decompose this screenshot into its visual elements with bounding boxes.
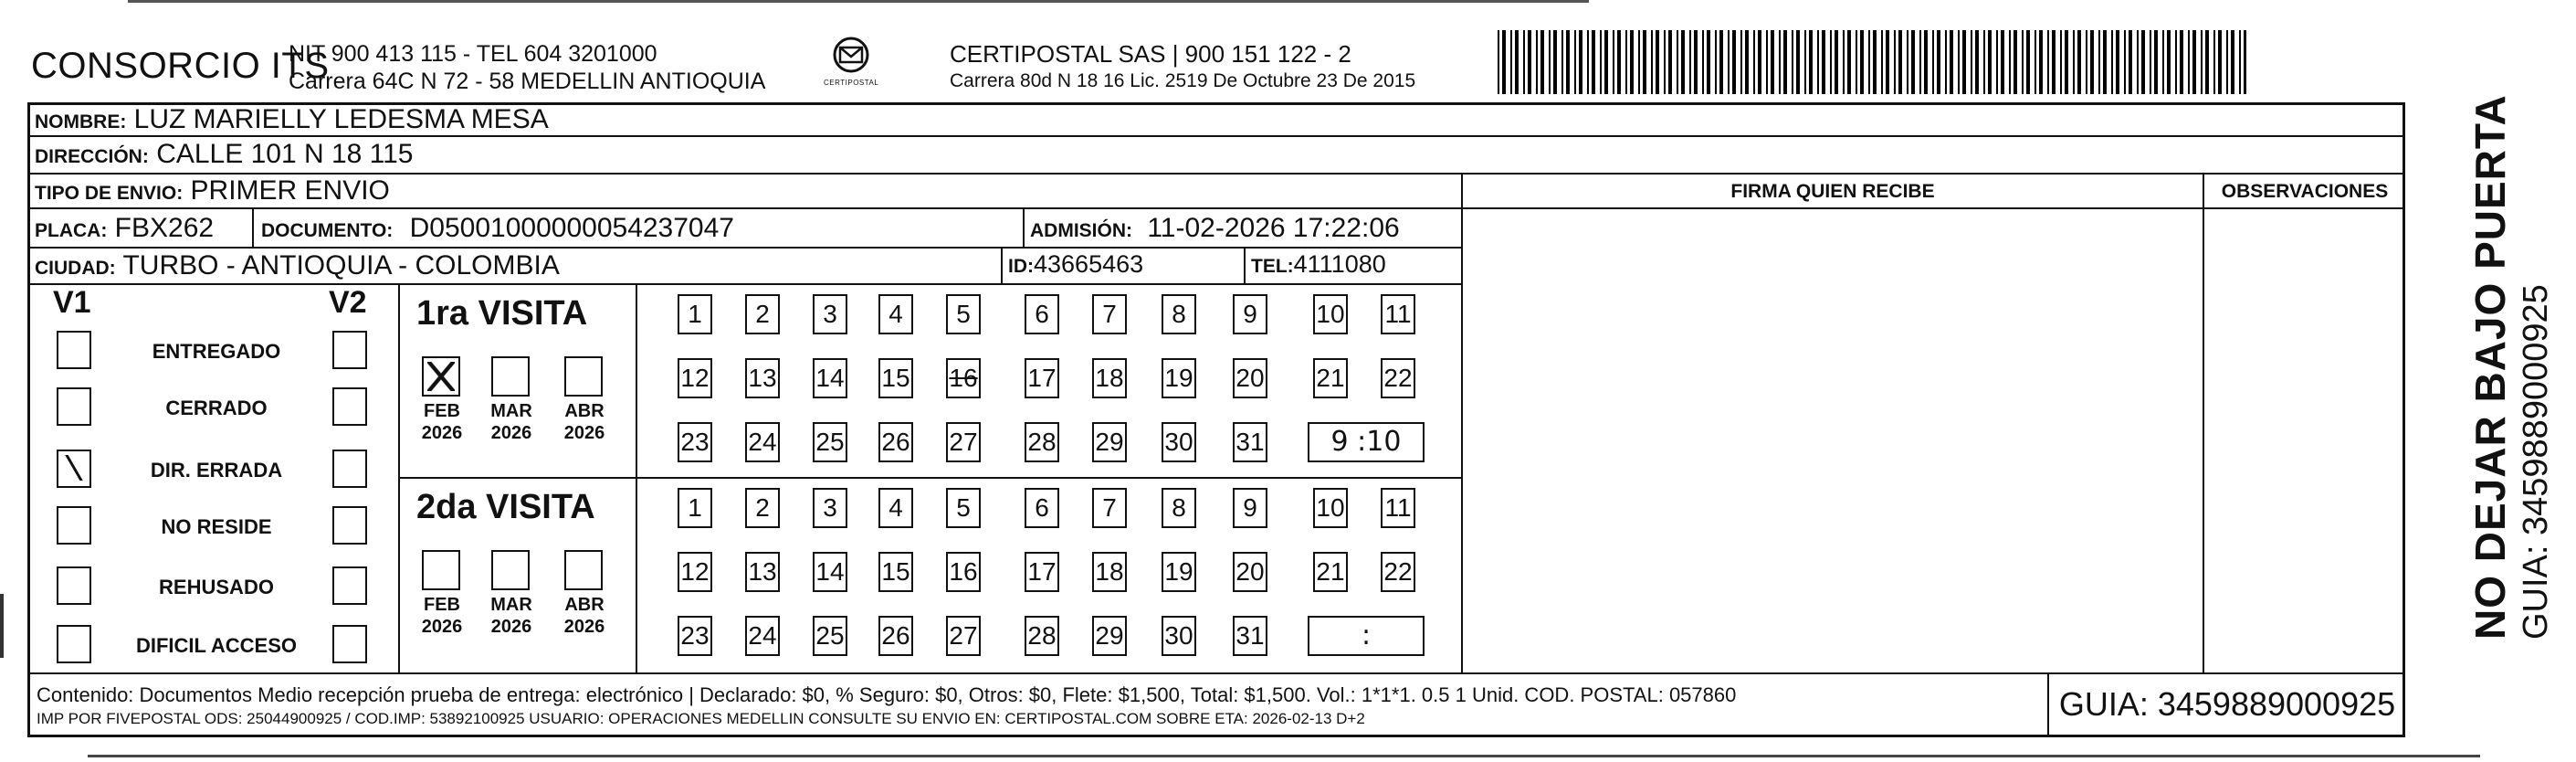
month-label <box>413 400 471 444</box>
status-divider <box>398 283 400 673</box>
row-divider <box>27 207 2405 209</box>
barcode-bar <box>1536 30 1538 94</box>
day-box[interactable]: 10 <box>1313 294 1348 334</box>
barcode-bar <box>1817 30 1819 94</box>
day-box[interactable]: 19 <box>1162 552 1196 592</box>
side-guia: GUIA: 3459889000925 <box>2517 284 2555 640</box>
day-box[interactable]: 2 <box>745 294 780 334</box>
month-label <box>482 594 541 638</box>
barcode-bar <box>2060 30 2062 94</box>
carrier-info <box>950 40 1415 95</box>
month-year: 2026 <box>490 617 532 637</box>
barcode-bar <box>1702 30 1704 94</box>
barcode-bar <box>1779 30 1781 94</box>
month-name: FEB <box>424 595 460 615</box>
barcode-bar <box>2047 30 2049 94</box>
barcode-bar <box>2098 30 2100 94</box>
barcode-bar <box>2244 30 2246 94</box>
month-year: 2026 <box>421 423 463 443</box>
direccion-label: DIRECCIÓN: <box>35 146 149 167</box>
v1-checkbox[interactable] <box>57 331 91 369</box>
visit-divider <box>398 477 1463 479</box>
carrier-address: Carrera 80d N 18 16 Lic. 2519 De Octubre 23 De 2015 <box>950 70 1416 91</box>
visit-time[interactable]: 9 :10 <box>1308 422 1425 462</box>
v1-header: V1 <box>53 285 91 320</box>
scan-edge-mark <box>0 594 4 658</box>
nombre-field <box>35 104 549 135</box>
v1-checkbox[interactable] <box>57 625 91 663</box>
day-box[interactable]: 20 <box>1233 552 1267 592</box>
barcode-bar <box>1766 30 1768 94</box>
day-box[interactable]: 5 <box>946 488 981 528</box>
barcode-bar <box>2180 30 2183 94</box>
day-box[interactable]: 1 <box>678 294 712 334</box>
barcode-bar <box>2239 30 2241 94</box>
v1-checkbox[interactable] <box>57 450 91 488</box>
barcode-bar <box>1873 30 1877 94</box>
day-box[interactable]: 15 <box>878 552 913 592</box>
barcode-bar <box>1592 30 1595 94</box>
barcode-bar <box>1566 30 1570 94</box>
barcode-bar <box>1579 30 1582 94</box>
barcode-bar <box>2001 30 2004 94</box>
day-box[interactable]: 28 <box>1025 616 1059 656</box>
day-box[interactable]: 17 <box>1025 552 1059 592</box>
day-box[interactable]: 24 <box>745 616 780 656</box>
barcode-bar <box>1753 30 1755 94</box>
day-box[interactable]: 30 <box>1162 422 1196 462</box>
day-box[interactable]: 17 <box>1025 358 1059 398</box>
v2-checkbox[interactable] <box>332 506 367 545</box>
barcode-bar <box>2175 30 2177 94</box>
barcode-bar <box>1783 30 1787 94</box>
day-box[interactable]: 14 <box>813 358 847 398</box>
barcode-bar <box>1528 30 1531 94</box>
row-divider <box>27 247 1463 249</box>
barcode-bar <box>1740 30 1742 94</box>
month-label <box>555 400 614 444</box>
observaciones-column-header: OBSERVACIONES <box>2221 181 2389 202</box>
barcode-bar <box>1613 30 1614 94</box>
barcode-bar <box>1950 30 1953 94</box>
barcode-bar <box>1958 30 1960 94</box>
day-box[interactable]: 12 <box>678 358 712 398</box>
month-checkbox[interactable] <box>422 356 460 397</box>
day-box[interactable]: 29 <box>1092 616 1127 656</box>
month-year: 2026 <box>563 423 605 443</box>
barcode-bar <box>1715 30 1717 94</box>
barcode-bar <box>2035 30 2036 94</box>
barcode-bar <box>1549 30 1551 94</box>
visit-time[interactable]: : <box>1308 616 1425 656</box>
barcode-bar <box>1809 30 1813 94</box>
tipo-value: PRIMER ENVIO <box>190 175 390 206</box>
company-info <box>289 40 765 95</box>
day-box[interactable]: 6 <box>1025 488 1059 528</box>
barcode-bar <box>2013 30 2017 94</box>
barcode-bar <box>1830 30 1832 94</box>
barcode-bar <box>1587 30 1589 94</box>
barcode-bar <box>1856 30 1857 94</box>
barcode-bar <box>2192 30 2196 94</box>
status-label: DIFICIL ACCESO <box>135 634 297 657</box>
day-box[interactable]: 8 <box>1162 488 1196 528</box>
month-checkbox[interactable] <box>422 550 460 590</box>
day-box[interactable]: 10 <box>1313 488 1348 528</box>
barcode <box>1498 30 2246 94</box>
barcode-bar <box>2154 30 2158 94</box>
barcode-bar <box>1745 30 1749 94</box>
barcode-bar <box>1638 30 1640 94</box>
admision-value: 11-02-2026 17:22:06 <box>1147 213 1400 243</box>
barcode-bar <box>1664 30 1666 94</box>
day-box[interactable]: 7 <box>1092 294 1127 334</box>
month-label <box>413 594 471 638</box>
day-box[interactable]: 20 <box>1233 358 1267 398</box>
bottom-edge-line <box>88 755 2480 757</box>
day-box[interactable]: 4 <box>878 488 913 528</box>
barcode-bar <box>1988 30 1992 94</box>
barcode-bar <box>1651 30 1653 94</box>
month-label <box>555 594 614 638</box>
day-box[interactable]: 22 <box>1381 552 1415 592</box>
day-box[interactable]: 3 <box>813 294 847 334</box>
barcode-bar <box>1868 30 1870 94</box>
documento-field <box>261 213 734 244</box>
nit-line: NIT 900 413 115 - TEL 604 3201000 <box>289 41 657 67</box>
month-checkbox[interactable] <box>564 550 603 590</box>
barcode-bar <box>2009 30 2011 94</box>
barcode-bar <box>1732 30 1736 94</box>
month-name: FEB <box>424 401 460 421</box>
day-box[interactable]: 15 <box>878 358 913 398</box>
barcode-bar <box>1515 30 1519 94</box>
day-box[interactable]: 9 <box>1233 488 1267 528</box>
barcode-bar <box>1924 30 1928 94</box>
v2-checkbox[interactable] <box>332 331 367 369</box>
barcode-bar <box>2150 30 2151 94</box>
day-box[interactable]: 31 <box>1233 422 1267 462</box>
ciudad-value: TURBO - ANTIOQUIA - COLOMBIA <box>122 250 560 280</box>
carrier-line: CERTIPOSTAL SAS | 900 151 122 - 2 <box>950 40 1351 68</box>
status-label: DIR. ERRADA <box>150 459 283 482</box>
barcode-bar <box>2026 30 2030 94</box>
barcode-bar <box>1898 30 1902 94</box>
admision-label: ADMISIÓN: <box>1030 220 1132 241</box>
month-year: 2026 <box>563 617 605 637</box>
barcode-bar <box>2137 30 2139 94</box>
barcode-bar <box>2213 30 2215 94</box>
row-divider <box>27 173 2405 175</box>
month-name: ABR <box>564 401 605 421</box>
day-box[interactable]: 16 <box>946 358 981 398</box>
day-box[interactable]: 26 <box>878 616 913 656</box>
day-box[interactable]: 3 <box>813 488 847 528</box>
certipostal-logo <box>824 35 878 99</box>
barcode-bar <box>1625 30 1627 94</box>
barcode-bar <box>1847 30 1851 94</box>
barcode-bar <box>2052 30 2056 94</box>
day-box[interactable]: 11 <box>1381 488 1415 528</box>
month-name: ABR <box>564 595 605 615</box>
day-box[interactable]: 23 <box>678 616 712 656</box>
barcode-bar <box>1681 30 1685 94</box>
barcode-bar <box>2111 30 2113 94</box>
day-box[interactable]: 11 <box>1381 294 1415 334</box>
barcode-bar <box>1796 30 1800 94</box>
status-label: REHUSADO <box>159 576 274 598</box>
tel-value: 4111080 <box>1293 250 1386 278</box>
barcode-bar <box>1668 30 1672 94</box>
v2-checkbox[interactable] <box>332 450 367 488</box>
barcode-bar <box>1617 30 1621 94</box>
day-box[interactable]: 18 <box>1092 358 1127 398</box>
barcode-bar <box>1881 30 1883 94</box>
barcode-graphic <box>1498 30 2246 94</box>
day-box[interactable]: 6 <box>1025 294 1059 334</box>
placa-value: FBX262 <box>114 213 215 243</box>
barcode-bar <box>2162 30 2164 94</box>
tel-field <box>1251 250 1386 279</box>
barcode-bar <box>1574 30 1576 94</box>
barcode-bar <box>1630 30 1634 94</box>
guia-number: GUIA: 3459889000925 <box>2047 672 2405 737</box>
placa-field <box>35 213 214 244</box>
firma-column-header: FIRMA QUIEN RECIBE <box>1730 181 1935 202</box>
barcode-bar <box>2116 30 2119 94</box>
barcode-bar <box>1983 30 1985 94</box>
envelope-icon <box>824 35 878 77</box>
day-box[interactable]: 13 <box>745 358 780 398</box>
barcode-bar <box>1728 30 1730 94</box>
barcode-bar <box>1510 30 1512 94</box>
cell-divider <box>1001 247 1003 284</box>
barcode-bar <box>1843 30 1845 94</box>
day-box[interactable]: 16 <box>946 552 981 592</box>
nombre-label: NOMBRE: <box>35 111 127 132</box>
row-divider <box>27 283 1463 285</box>
barcode-bar <box>1919 30 1921 94</box>
cell-divider <box>1244 247 1246 284</box>
v2-checkbox[interactable] <box>332 387 367 426</box>
barcode-bar <box>2188 30 2190 94</box>
day-box[interactable]: 22 <box>1381 358 1415 398</box>
status-label: ENTREGADO <box>152 340 281 363</box>
barcode-bar <box>1758 30 1761 94</box>
barcode-bar <box>1945 30 1947 94</box>
barcode-bar <box>1719 30 1723 94</box>
barcode-bar <box>1822 30 1825 94</box>
content-summary: Contenido: Documentos Medio recepción prueba de entrega: electrónico | Declarado: $0, % Seguro: $0, Otros: $0, Flete: $1,500, Total: $1,500. Vol.: 1*1*1. 0.5 1 Unid. COD. POSTAL: 057860 <box>37 683 1737 706</box>
v2-header: V2 <box>329 285 367 320</box>
day-box[interactable]: 21 <box>1313 358 1348 398</box>
day-box[interactable]: 19 <box>1162 358 1196 398</box>
barcode-bar <box>1937 30 1940 94</box>
month-checkbox[interactable] <box>491 550 530 590</box>
nombre-value: LUZ MARIELLY LEDESMA MESA <box>133 104 549 134</box>
admision-field <box>1030 213 1400 244</box>
barcode-bar <box>2231 30 2234 94</box>
top-edge-line <box>128 0 1589 3</box>
tipo-field <box>35 175 390 206</box>
day-box[interactable]: 4 <box>878 294 913 334</box>
barcode-bar <box>1894 30 1896 94</box>
barcode-bar <box>1835 30 1838 94</box>
v2-checkbox[interactable] <box>332 625 367 663</box>
barcode-bar <box>1907 30 1908 94</box>
barcode-bar <box>1804 30 1806 94</box>
barcode-bar <box>1498 30 1499 94</box>
cell-divider <box>1023 207 1025 248</box>
side-label <box>2466 94 2556 640</box>
direccion-value: CALLE 101 N 18 115 <box>156 139 414 169</box>
barcode-bar <box>2218 30 2222 94</box>
day-box[interactable]: 12 <box>678 552 712 592</box>
barcode-bar <box>1962 30 1966 94</box>
month-name: MAR <box>490 401 532 421</box>
barcode-bar <box>1932 30 1934 94</box>
day-box[interactable]: 23 <box>678 422 712 462</box>
day-box[interactable]: 18 <box>1092 552 1127 592</box>
id-value: 43665463 <box>1034 250 1144 278</box>
barcode-bar <box>1996 30 1998 94</box>
day-box[interactable]: 28 <box>1025 422 1059 462</box>
barcode-bar <box>1677 30 1678 94</box>
barcode-bar <box>1886 30 1889 94</box>
barcode-bar <box>1561 30 1563 94</box>
barcode-bar <box>1771 30 1774 94</box>
day-box[interactable]: 8 <box>1162 294 1196 334</box>
day-box[interactable]: 7 <box>1092 488 1127 528</box>
barcode-bar <box>2090 30 2094 94</box>
month-checkbox[interactable] <box>564 356 603 397</box>
visit-title: 1ra VISITA <box>416 294 588 333</box>
status-label: CERRADO <box>165 397 268 419</box>
address-line: Carrera 64C N 72 - 58 MEDELLIN ANTIOQUIA <box>289 69 766 94</box>
day-box[interactable]: 9 <box>1233 294 1267 334</box>
barcode-bar <box>1707 30 1710 94</box>
col-divider <box>2203 173 2204 673</box>
barcode-bar <box>2086 30 2087 94</box>
direccion-field <box>35 139 414 170</box>
barcode-bar <box>2141 30 2145 94</box>
barcode-bar <box>2167 30 2171 94</box>
barcode-bar <box>2226 30 2228 94</box>
ciudad-field <box>35 250 560 281</box>
barcode-bar <box>1553 30 1557 94</box>
barcode-bar <box>1540 30 1544 94</box>
barcode-bar <box>1523 30 1525 94</box>
barcode-bar <box>2103 30 2107 94</box>
tipo-label: TIPO DE ENVIO: <box>35 183 184 204</box>
barcode-bar <box>1502 30 1506 94</box>
tel-label: TEL: <box>1251 256 1294 277</box>
day-box[interactable]: 29 <box>1092 422 1127 462</box>
barcode-bar <box>1792 30 1793 94</box>
barcode-bar <box>2022 30 2024 94</box>
day-box[interactable]: 13 <box>745 552 780 592</box>
documento-value: D05001000000054237047 <box>409 213 734 243</box>
id-label: ID: <box>1008 256 1034 277</box>
month-label <box>482 400 541 444</box>
day-box[interactable]: 21 <box>1313 552 1348 592</box>
logo-text: CERTIPOSTAL <box>824 79 879 87</box>
month-year: 2026 <box>421 617 463 637</box>
id-field <box>1008 250 1143 279</box>
barcode-bar <box>2205 30 2209 94</box>
day-box[interactable]: 14 <box>813 552 847 592</box>
barcode-bar <box>1656 30 1659 94</box>
day-box[interactable]: 24 <box>745 422 780 462</box>
month-year: 2026 <box>490 423 532 443</box>
print-info: IMP POR FIVEPOSTAL ODS: 25044900925 / COD.IMP: 53892100925 USUARIO: OPERACIONES MEDELLIN CONSULTE SU ENVIO EN: CERTIPOSTAL.COM SOBRE ETA: 2026-02-13 D+2 <box>37 710 1365 727</box>
ciudad-label: CIUDAD: <box>35 258 116 279</box>
barcode-bar <box>1689 30 1691 94</box>
day-box[interactable]: 2 <box>745 488 780 528</box>
company-name: CONSORCIO ITS <box>31 46 330 86</box>
day-box[interactable]: 27 <box>946 422 981 462</box>
barcode-bar <box>1911 30 1915 94</box>
barcode-bar <box>1975 30 1979 94</box>
barcode-bar <box>1971 30 1972 94</box>
day-box[interactable]: 27 <box>946 616 981 656</box>
v1-checkbox[interactable] <box>57 506 91 545</box>
barcode-bar <box>2201 30 2203 94</box>
v1-checkbox[interactable] <box>57 387 91 426</box>
day-box[interactable]: 30 <box>1162 616 1196 656</box>
barcode-bar <box>2124 30 2126 94</box>
cell-divider <box>252 207 254 248</box>
do-not-leave-warning: NO DEJAR BAJO PUERTA <box>2466 94 2514 640</box>
barcode-bar <box>1643 30 1646 94</box>
visit-month-divider <box>636 283 637 673</box>
day-box[interactable]: 1 <box>678 488 712 528</box>
month-checkbox[interactable] <box>491 356 530 397</box>
col-divider <box>1461 173 1463 673</box>
v1-checkbox[interactable] <box>57 566 91 605</box>
barcode-bar <box>2065 30 2068 94</box>
barcode-bar <box>2039 30 2043 94</box>
barcode-bar <box>1694 30 1698 94</box>
day-box[interactable]: 31 <box>1233 616 1267 656</box>
status-label: NO RESIDE <box>161 515 272 538</box>
barcode-bar <box>2077 30 2081 94</box>
day-box[interactable]: 26 <box>878 422 913 462</box>
month-name: MAR <box>490 595 532 615</box>
day-box[interactable]: 25 <box>813 616 847 656</box>
v2-checkbox[interactable] <box>332 566 367 605</box>
barcode-bar <box>1860 30 1864 94</box>
barcode-bar <box>2073 30 2075 94</box>
row-divider <box>27 135 2405 137</box>
documento-label: DOCUMENTO: <box>261 220 394 241</box>
visit-title: 2da VISITA <box>416 488 595 526</box>
barcode-bar <box>2129 30 2132 94</box>
placa-label: PLACA: <box>35 220 108 241</box>
day-box[interactable]: 5 <box>946 294 981 334</box>
day-box[interactable]: 25 <box>813 422 847 462</box>
barcode-bar <box>1604 30 1608 94</box>
barcode-bar <box>1600 30 1602 94</box>
